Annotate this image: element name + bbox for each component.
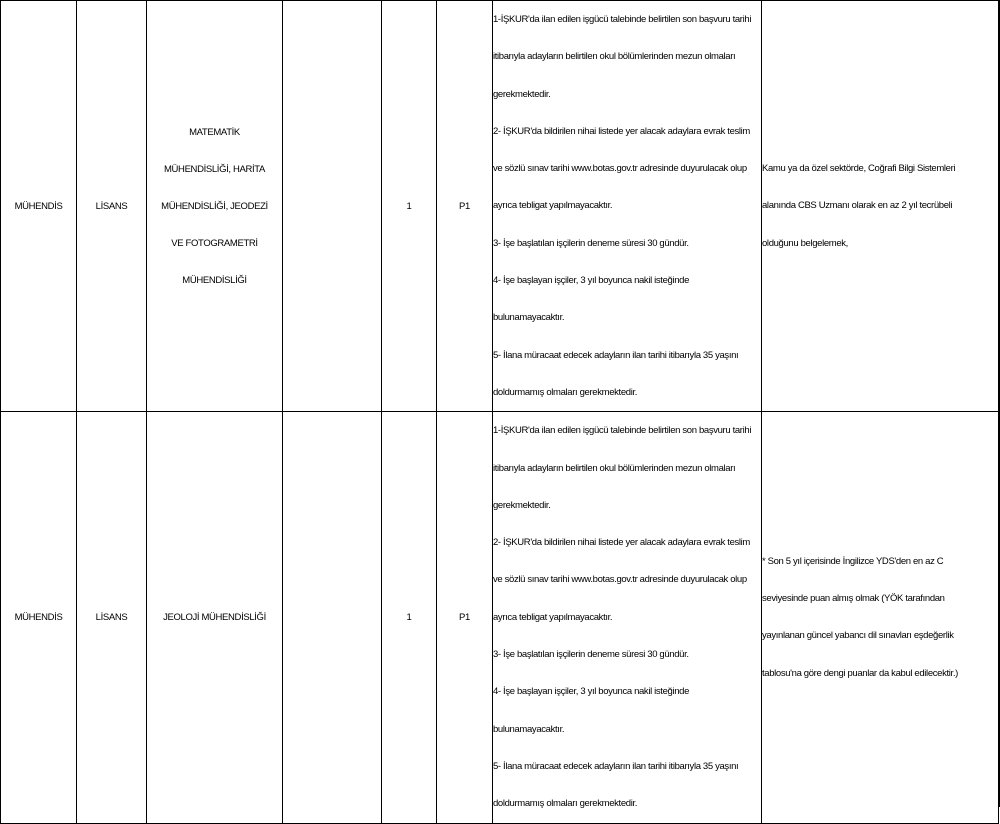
text-line: itibarıyla adayların belirtilen okul bölümlerinden mezun olmaları bbox=[493, 462, 736, 474]
text-line: seviyesinde puan almış olmak (YÖK tarafından bbox=[762, 593, 945, 605]
count-cell: 1 bbox=[382, 1, 437, 412]
text-line: itibarıyla adayların belirtilen okul bölümlerinden mezun olmaları bbox=[493, 51, 736, 63]
score-type-cell: P1 bbox=[437, 412, 493, 823]
requirements-cell bbox=[493, 1, 762, 412]
department-cell bbox=[147, 412, 283, 823]
text-line: 5- İlana müracaat edecek adayların ilan tarihi itibarıyla 35 yaşını bbox=[493, 349, 739, 361]
requirements-cell bbox=[493, 412, 762, 823]
empty-cell bbox=[283, 1, 382, 412]
text-line: alanında CBS Uzmanı olarak en az 2 yıl tecrübeli bbox=[762, 200, 953, 212]
text-line: tablosu'na göre dengi puanlar da kabul edilecektir.) bbox=[762, 667, 958, 679]
text-line: 4- İşe başlayan işçiler, 3 yıl boyunca nakil isteğinde bbox=[493, 686, 690, 698]
text-line: VE FOTOGRAMETRİ bbox=[171, 237, 258, 249]
text-line: ayrıca tebligat yapılmayacaktır. bbox=[493, 611, 613, 623]
empty-cell bbox=[283, 412, 382, 823]
experience-cell bbox=[762, 1, 999, 412]
count-cell: 1 bbox=[382, 412, 437, 823]
text-line: MÜHENDİSLİĞİ bbox=[182, 274, 247, 286]
text-line: doldurmamış olmaları gerekmektedir. bbox=[493, 386, 638, 398]
text-line: JEOLOJİ MÜHENDİSLİĞİ bbox=[163, 611, 266, 623]
text-line: MÜHENDİSLİĞİ, HARİTA bbox=[163, 163, 266, 175]
text-line: bulunamayacaktır. bbox=[493, 312, 565, 324]
text-line: 2- İŞKUR'da bildirilen nihai listede yer alacak adaylara evrak teslim bbox=[493, 125, 750, 137]
text-line: yayınlanan güncel yabancı dil sınavları eşdeğerlik bbox=[762, 630, 954, 642]
text-line: 3- İşe başlatılan işçilerin deneme süresi 30 gündür. bbox=[493, 237, 689, 249]
text-line: Kamu ya da özel sektörde, Coğrafi Bilgi Sistemleri bbox=[762, 163, 956, 175]
text-line: MATEMATİK bbox=[189, 126, 240, 138]
experience-cell bbox=[762, 412, 999, 823]
text-line: doldurmamış olmaları gerekmektedir. bbox=[493, 798, 638, 810]
position-cell: MÜHENDİS bbox=[1, 1, 77, 412]
text-line: 1-İŞKUR'da ilan edilen işgücü talebinde belirtilen son başvuru tarihi bbox=[493, 14, 752, 25]
education-cell: LİSANS bbox=[77, 412, 147, 823]
text-line: bulunamayacaktır. bbox=[493, 723, 565, 735]
table-body bbox=[1, 1, 999, 824]
text-line: gerekmektedir. bbox=[493, 499, 551, 511]
text-line: ve sözlü sınav tarihi www.botas.gov.tr adresinde duyurulacak olup bbox=[493, 574, 747, 586]
table-row bbox=[1, 412, 999, 823]
department-cell bbox=[147, 1, 283, 412]
text-line: 1-İŞKUR'da ilan edilen işgücü talebinde belirtilen son başvuru tarihi bbox=[493, 425, 752, 437]
position-cell: MÜHENDİS bbox=[1, 412, 77, 823]
text-line: gerekmektedir. bbox=[493, 88, 551, 100]
text-line: 5- İlana müracaat edecek adayların ilan tarihi itibarıyla 35 yaşını bbox=[493, 760, 739, 772]
text-line: 2- İŞKUR'da bildirilen nihai listede yer alacak adaylara evrak teslim bbox=[493, 537, 750, 549]
text-line: ve sözlü sınav tarihi www.botas.gov.tr adresinde duyurulacak olup bbox=[493, 163, 747, 175]
text-line: ayrıca tebligat yapılmayacaktır. bbox=[493, 200, 613, 212]
text-line: 3- İşe başlatılan işçilerin deneme süresi 30 gündür. bbox=[493, 649, 689, 661]
text-line: 4- İşe başlayan işçiler, 3 yıl boyunca nakil isteğinde bbox=[493, 275, 690, 287]
text-line: MÜHENDİSLİĞİ, JEODEZİ bbox=[161, 200, 268, 212]
table-row bbox=[1, 1, 999, 412]
text-line: * Son 5 yıl içerisinde İngilizce YDS'den en az C bbox=[762, 555, 944, 567]
score-type-cell: P1 bbox=[437, 1, 493, 412]
education-cell: LİSANS bbox=[77, 1, 147, 412]
text-line: olduğunu belgelemek, bbox=[762, 237, 848, 249]
